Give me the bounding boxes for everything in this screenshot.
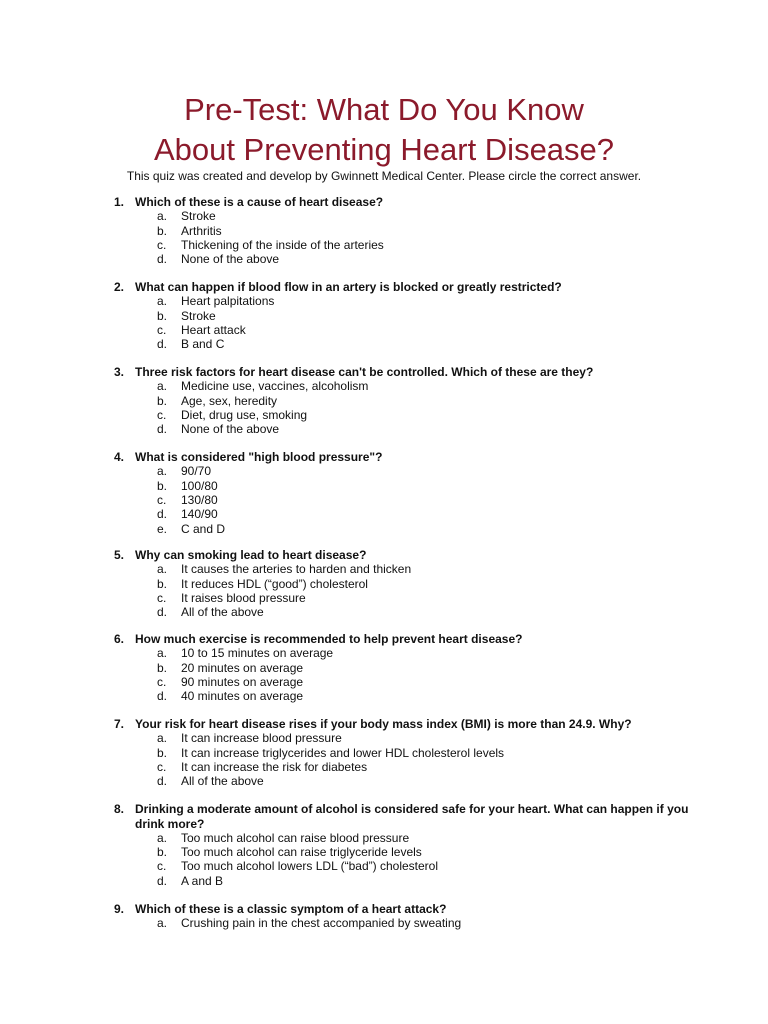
- option-letter: b.: [157, 576, 168, 591]
- option-text: It can increase the risk for diabetes: [181, 759, 368, 774]
- option-letter: b.: [157, 478, 168, 493]
- option-text: B and C: [181, 337, 225, 352]
- option-letter: a.: [157, 731, 168, 746]
- question-text: Drinking a moderate amount of alcohol is considered safe for your heart. What can happen if you drink more?: [135, 802, 689, 831]
- answer-option[interactable]: [0, 874, 768, 888]
- option-text: None of the above: [181, 252, 280, 267]
- question-number: 7.: [114, 717, 125, 731]
- option-text: A and B: [181, 873, 224, 888]
- option-text: None of the above: [181, 422, 280, 437]
- option-letter: a.: [157, 379, 168, 394]
- option-text: It causes the arteries to harden and thicken: [181, 562, 412, 577]
- option-text: 90 minutes on average: [181, 674, 304, 689]
- option-text: 130/80: [181, 492, 218, 507]
- answer-option[interactable]: [0, 605, 768, 619]
- option-text: 20 minutes on average: [181, 660, 304, 675]
- option-letter: b.: [157, 844, 168, 859]
- question-number: 3.: [114, 365, 125, 379]
- answer-option[interactable]: [0, 916, 768, 930]
- option-letter: d.: [157, 422, 168, 437]
- option-text: All of the above: [181, 774, 264, 789]
- answer-option[interactable]: [0, 845, 768, 859]
- answer-option[interactable]: [0, 493, 768, 507]
- option-text: 40 minutes on average: [181, 689, 304, 704]
- option-letter: c.: [157, 407, 167, 422]
- option-text: 140/90: [181, 507, 218, 522]
- question-number: 1.: [114, 195, 125, 209]
- answer-option[interactable]: [0, 831, 768, 845]
- option-text: 10 to 15 minutes on average: [181, 646, 334, 661]
- option-letter: d.: [157, 689, 168, 704]
- option-letter: d.: [157, 774, 168, 789]
- option-letter: d.: [157, 873, 168, 888]
- option-letter: a.: [157, 646, 168, 661]
- option-text: It raises blood pressure: [181, 590, 306, 605]
- option-text: 90/70: [181, 464, 212, 479]
- answer-option[interactable]: [0, 731, 768, 745]
- option-text: Too much alcohol lowers LDL (“bad”) cholesterol: [181, 859, 439, 874]
- answer-option[interactable]: [0, 309, 768, 323]
- option-text: Thickening of the inside of the arteries: [181, 237, 384, 252]
- option-letter: d.: [157, 337, 168, 352]
- question-text: Why can smoking lead to heart disease?: [135, 548, 367, 562]
- answer-option[interactable]: [0, 646, 768, 660]
- answer-option[interactable]: [0, 337, 768, 351]
- option-text: 100/80: [181, 478, 218, 493]
- page-title-line-1: Pre-Test: What Do You Know: [184, 92, 584, 127]
- answer-option[interactable]: [0, 238, 768, 252]
- answer-option[interactable]: [0, 294, 768, 308]
- answer-option[interactable]: [0, 577, 768, 591]
- answer-option[interactable]: [0, 422, 768, 436]
- answer-option[interactable]: [0, 252, 768, 266]
- option-letter: c.: [157, 237, 167, 252]
- option-letter: c.: [157, 590, 167, 605]
- option-letter: a.: [157, 294, 168, 309]
- option-letter: b.: [157, 745, 168, 760]
- option-letter: b.: [157, 660, 168, 675]
- answer-option[interactable]: [0, 774, 768, 788]
- question-text: Three risk factors for heart disease can't be controlled. Which of these are they?: [135, 365, 594, 379]
- option-text: Crushing pain in the chest accompanied by sweating: [181, 916, 462, 931]
- option-text: Heart palpitations: [181, 294, 275, 309]
- answer-option[interactable]: [0, 408, 768, 422]
- option-letter: b.: [157, 308, 168, 323]
- answer-option[interactable]: [0, 209, 768, 223]
- page-title-line-2: About Preventing Heart Disease?: [153, 132, 615, 167]
- question-text: What can happen if blood flow in an artery is blocked or greatly restricted?: [135, 280, 562, 294]
- answer-option[interactable]: [0, 379, 768, 393]
- answer-option[interactable]: [0, 661, 768, 675]
- option-letter: a.: [157, 209, 168, 224]
- answer-option[interactable]: [0, 224, 768, 238]
- option-letter: e.: [157, 521, 168, 536]
- option-letter: c.: [157, 322, 167, 337]
- question-text: How much exercise is recommended to help prevent heart disease?: [135, 632, 523, 646]
- option-letter: c.: [157, 859, 167, 874]
- option-text: Stroke: [181, 308, 216, 323]
- option-text: Too much alcohol can raise blood pressure: [181, 830, 410, 845]
- option-text: It can increase triglycerides and lower HDL cholesterol levels: [181, 745, 505, 760]
- answer-option[interactable]: [0, 859, 768, 873]
- option-text: Heart attack: [181, 322, 246, 337]
- answer-option[interactable]: [0, 479, 768, 493]
- option-letter: c.: [157, 759, 167, 774]
- answer-option[interactable]: [0, 562, 768, 576]
- answer-option[interactable]: [0, 591, 768, 605]
- option-letter: c.: [157, 674, 167, 689]
- option-letter: d.: [157, 605, 168, 620]
- option-text: Arthritis: [181, 223, 222, 238]
- question-number: 8.: [114, 802, 125, 816]
- question-number: 6.: [114, 632, 125, 646]
- question-text: Which of these is a cause of heart disease?: [135, 195, 384, 209]
- option-letter: a.: [157, 830, 168, 845]
- question-number: 5.: [114, 548, 125, 562]
- option-text: All of the above: [181, 605, 264, 620]
- answer-option[interactable]: [0, 464, 768, 478]
- question-number: 2.: [114, 280, 125, 294]
- option-letter: c.: [157, 492, 167, 507]
- question-text: What is considered "high blood pressure"?: [135, 450, 383, 464]
- option-text: C and D: [181, 521, 226, 536]
- answer-option[interactable]: [0, 760, 768, 774]
- option-letter: a.: [157, 464, 168, 479]
- option-text: Medicine use, vaccines, alcoholism: [181, 379, 369, 394]
- question-number: 9.: [114, 902, 125, 916]
- option-letter: d.: [157, 507, 168, 522]
- option-text: It reduces HDL (“good”) cholesterol: [181, 576, 368, 591]
- answer-option[interactable]: [0, 675, 768, 689]
- option-text: It can increase blood pressure: [181, 731, 342, 746]
- question-text: Which of these is a classic symptom of a heart attack?: [135, 902, 447, 916]
- answer-option[interactable]: [0, 507, 768, 521]
- answer-option[interactable]: [0, 394, 768, 408]
- option-letter: a.: [157, 562, 168, 577]
- option-letter: a.: [157, 916, 168, 931]
- option-letter: b.: [157, 223, 168, 238]
- question-number: 4.: [114, 450, 125, 464]
- option-letter: b.: [157, 393, 168, 408]
- option-text: Diet, drug use, smoking: [181, 407, 308, 422]
- answer-option[interactable]: [0, 522, 768, 536]
- option-text: Too much alcohol can raise triglyceride levels: [181, 844, 422, 859]
- option-text: Stroke: [181, 209, 216, 224]
- answer-option[interactable]: [0, 746, 768, 760]
- question-text: Your risk for heart disease rises if your body mass index (BMI) is more than 24.9. Why?: [135, 717, 632, 731]
- option-text: Age, sex, heredity: [181, 393, 278, 408]
- answer-option[interactable]: [0, 323, 768, 337]
- option-letter: d.: [157, 252, 168, 267]
- intro-text: This quiz was created and develop by Gwinnett Medical Center. Please circle the correct answer.: [126, 169, 642, 183]
- answer-option[interactable]: [0, 689, 768, 703]
